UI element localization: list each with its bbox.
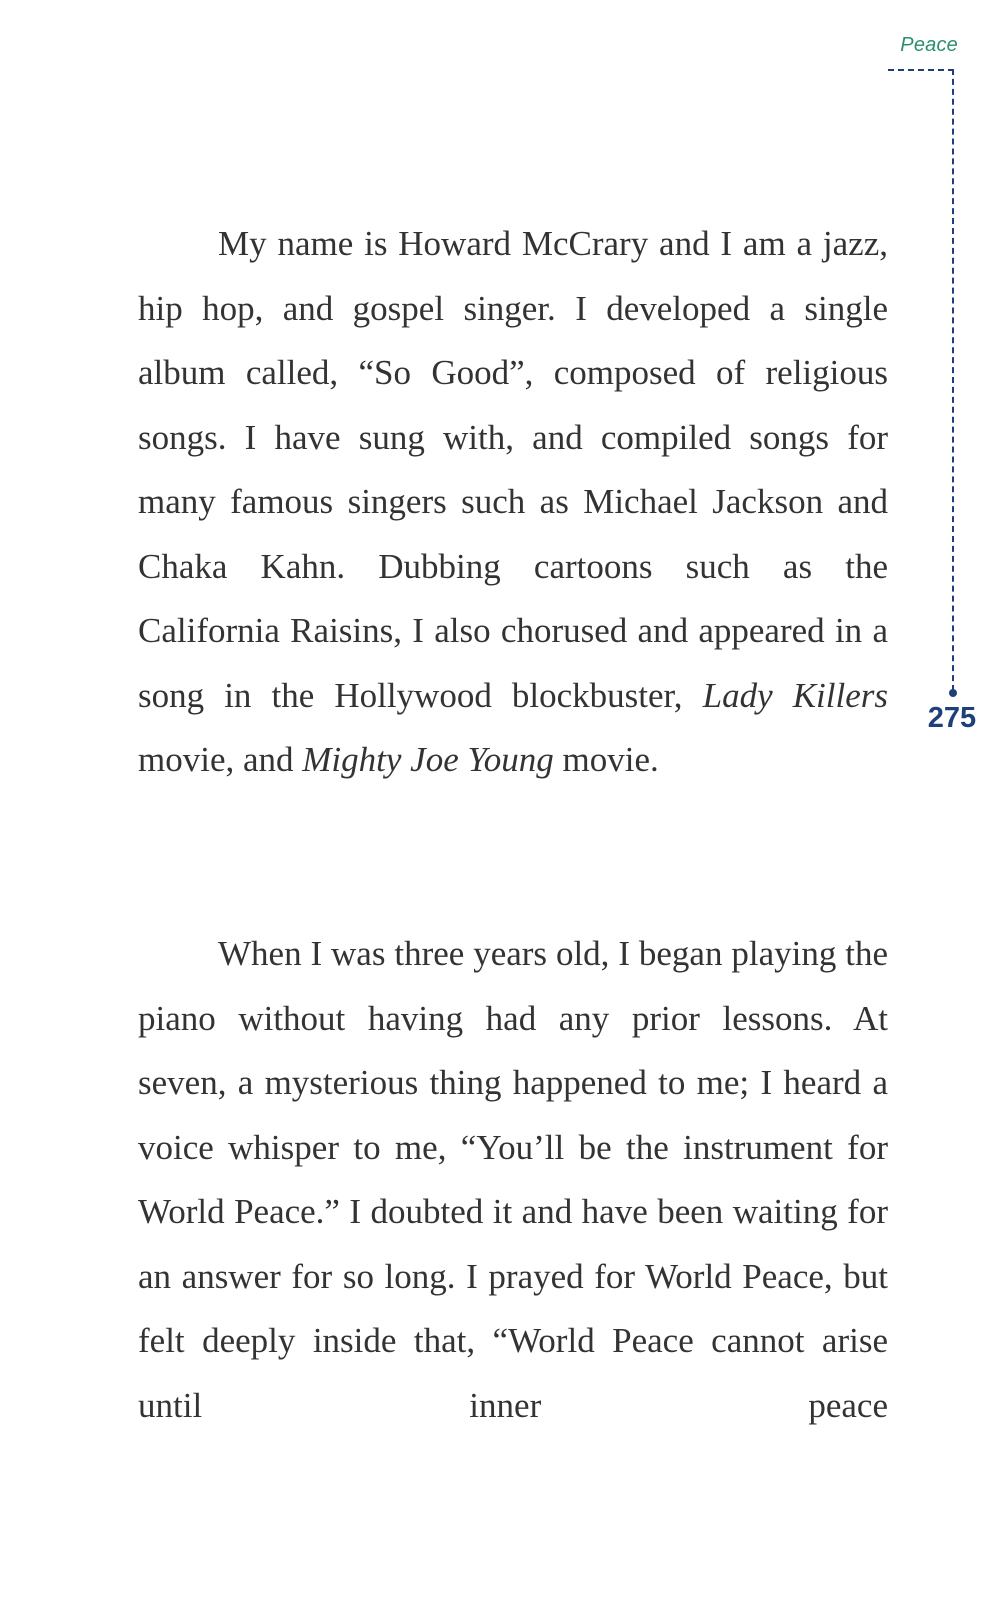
page-leader-horizontal: [888, 69, 954, 71]
movie-title-lady-killers: Lady Killers: [702, 675, 888, 715]
paragraph-2-segment: When I was three years old, I began playing the piano without having had any prior lessons. At seven, a mysterious thing happened to me; I heard a voice whisper to me, “You’ll be the instrument for World Peace.” I doubted it and have been waiting for an answer for so long. I prayed for World Peace, but felt deeply inside that, “World Peace cannot arise until inner peace: [138, 934, 888, 1425]
paragraph-2: [138, 922, 888, 1438]
paragraph-2-text: [138, 922, 888, 1438]
paragraph-1-segment: movie.: [553, 740, 659, 779]
page-number: 275: [927, 702, 977, 734]
page-leader-dot: [949, 689, 957, 697]
paragraph-1: [138, 212, 888, 793]
paragraph-1-segment: movie, and: [138, 740, 303, 779]
movie-title-mighty-joe-young: Mighty Joe Young: [302, 740, 554, 779]
running-title: Peace: [900, 34, 958, 56]
paragraph-1-text: [138, 212, 888, 793]
paragraph-1-segment: My name is Howard McCrary and I am a jazz, hip hop, and gospel singer. I developed a single album called, “So Good”, composed of religious songs. I have sung with, and compiled songs for many famous singers such as Michael Jackson and Chaka Kahn. Dubbing cartoons such as the California Raisins, I also chorused and appeared in a song in the Hollywood blockbuster,: [138, 224, 888, 715]
page-leader-vertical: [952, 69, 954, 691]
